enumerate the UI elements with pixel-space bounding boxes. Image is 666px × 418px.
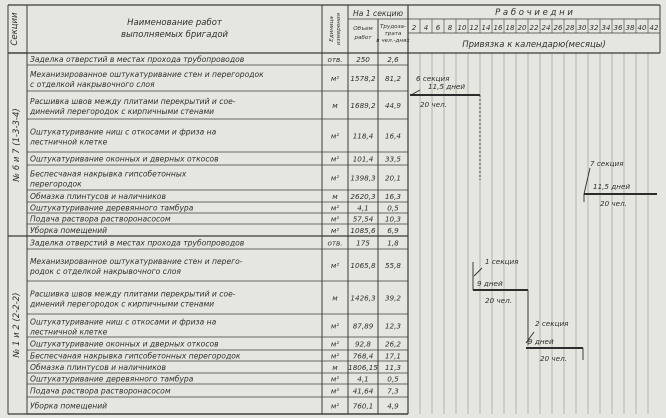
- labor-cell: 81,2: [384, 74, 402, 83]
- volume-cell: 92,8: [354, 339, 372, 349]
- day-number-24: 24: [541, 24, 551, 32]
- labor-cell: 55,8: [384, 261, 402, 270]
- volume-cell: 57,54: [352, 214, 374, 224]
- day-number-14: 14: [481, 24, 491, 32]
- section-group-label: № 1 и 2 (2-2-2): [12, 292, 22, 358]
- volume-cell: 4,1: [357, 374, 369, 384]
- unit-cell: м²: [330, 173, 340, 183]
- volume-column-header-line2: работ: [354, 35, 372, 41]
- volume-cell: 1426,3: [350, 293, 376, 303]
- volume-cell: 250: [356, 55, 370, 64]
- unit-cell: м: [332, 192, 338, 201]
- day-number-40: 40: [637, 24, 647, 32]
- labor-cell: 44,9: [384, 101, 402, 110]
- unit-column-header: Единица: [329, 16, 335, 42]
- labor-cell: 17,1: [384, 351, 402, 361]
- per-section-header: На 1 секцию: [353, 9, 403, 18]
- day-number-32: 32: [589, 24, 599, 32]
- volume-cell: 1806,15: [348, 363, 378, 372]
- unit-cell: м²: [330, 226, 340, 235]
- labor-cell: 16,3: [384, 192, 402, 201]
- day-number-34: 34: [601, 24, 611, 32]
- unit-cell: м²: [330, 339, 340, 349]
- labor-column-header-line3: в чел.-днях: [376, 38, 410, 44]
- work-name: Расшивка швов между плитами перекрытий и сое-: [30, 97, 236, 106]
- work-name: Оштукатуривание деревянного тамбура: [30, 203, 194, 213]
- work-name: Подача раствора растворонасосом: [30, 214, 171, 224]
- volume-cell: 1085,6: [350, 226, 376, 235]
- schedule-duration-label: 9 дней: [528, 337, 554, 346]
- day-number-4: 4: [423, 24, 429, 32]
- labor-cell: 0,5: [387, 203, 399, 213]
- labor-cell: 2,6: [387, 55, 399, 64]
- labor-cell: 33,5: [384, 154, 402, 164]
- day-number-8: 8: [447, 24, 453, 32]
- day-number-20: 20: [517, 24, 527, 32]
- labor-column-header: Трудоза-: [380, 24, 406, 30]
- work-name: Уборка помещений: [30, 226, 108, 235]
- volume-cell: 87,89: [352, 321, 374, 331]
- volume-cell: 101,4: [352, 154, 374, 164]
- unit-cell: м²: [330, 203, 340, 213]
- unit-cell: отв.: [327, 55, 343, 64]
- unit-cell: м³: [330, 386, 340, 396]
- unit-cell: м²: [330, 131, 340, 141]
- unit-cell: м: [332, 101, 338, 110]
- work-name-line2: динений перегородок с кирпичными стенами: [30, 299, 215, 309]
- work-name: Беспесчаная накрывка гипсобетонных перегородок: [30, 351, 241, 361]
- calendar-header: Привязка к календарю(месяцы): [462, 40, 606, 50]
- labor-cell: 12,3: [384, 321, 402, 331]
- schedule-duration-label: 11,5 дней: [593, 182, 631, 191]
- work-name: Оштукатуривание ниш с откосами и фриза на: [30, 317, 217, 327]
- work-name: Оштукатуривание деревянного тамбура: [30, 374, 194, 384]
- unit-cell: м²: [330, 154, 340, 164]
- work-name-line2: с отделкой накрывочного слоя: [30, 80, 155, 89]
- work-name: Оштукатуривание оконных и дверных откосов: [30, 154, 219, 164]
- day-number-26: 26: [553, 24, 563, 32]
- volume-cell: 760,1: [352, 401, 374, 411]
- unit-cell: м²: [330, 261, 340, 270]
- labor-cell: 39,2: [384, 293, 402, 303]
- unit-cell: м²: [330, 321, 340, 331]
- work-name: Подача раствора растворонасосом: [30, 386, 171, 396]
- unit-cell: м²: [330, 401, 340, 411]
- day-number-18: 18: [505, 24, 515, 32]
- work-name: Оштукатуривание оконных и дверных откосов: [30, 339, 219, 349]
- volume-cell: 1398,3: [350, 173, 376, 183]
- work-name-line2: динений перегородок с кирпичными стенами: [30, 107, 215, 116]
- day-number-12: 12: [469, 24, 479, 32]
- labor-column-header-line2: трата: [384, 31, 402, 37]
- workdays-header: Р а б о ч и е д н и: [495, 8, 573, 18]
- day-number-30: 30: [577, 24, 587, 32]
- day-number-6: 6: [435, 24, 441, 32]
- labor-cell: 1,8: [387, 238, 399, 248]
- labor-cell: 6,9: [387, 226, 399, 235]
- volume-cell: 2620,3: [350, 192, 376, 201]
- work-name: Беспесчаная накрывка гипсобетонных: [30, 169, 187, 179]
- schedule-section-label: 2 секция: [535, 319, 569, 328]
- schedule-crew-label: 20 чел.: [420, 100, 447, 109]
- labor-cell: 20,1: [384, 173, 402, 183]
- labor-cell: 0,5: [387, 374, 399, 384]
- labor-cell: 26,2: [384, 339, 402, 349]
- work-name-line2: лестничной клетке: [30, 137, 108, 147]
- work-name: Заделка отверстий в местах прохода трубопроводов: [30, 238, 245, 248]
- day-number-38: 38: [625, 24, 635, 32]
- name-column-header-line2: выполняемых бригадой: [120, 30, 229, 40]
- volume-cell: 118,4: [352, 131, 374, 141]
- schedule-crew-label: 20 чел.: [540, 354, 567, 363]
- day-number-10: 10: [457, 24, 467, 32]
- schedule-section-label: 1 секция: [485, 257, 519, 266]
- schedule-crew-label: 20 чел.: [600, 199, 627, 208]
- labor-cell: 10,3: [384, 214, 402, 224]
- day-number-36: 36: [613, 24, 623, 32]
- work-name: Оштукатуривание ниш с откосами и фриза на: [30, 127, 217, 137]
- day-number-22: 22: [529, 24, 539, 32]
- work-name-line2: родок с отделкой накрывочного слоя: [30, 267, 181, 276]
- volume-cell: 1065,8: [350, 261, 376, 270]
- work-name-line2: лестничной клетке: [30, 327, 108, 337]
- work-name: Механизированное оштукатуривание стен и перегородок: [30, 70, 264, 79]
- work-name: Заделка отверстий в местах прохода трубопроводов: [30, 55, 245, 64]
- work-name: Расшивка швов между плитами перекрытий и сое-: [30, 289, 236, 299]
- schedule-section-label: 6 секция: [416, 74, 450, 83]
- day-number-42: 42: [649, 24, 659, 32]
- schedule-crew-label: 20 чел.: [485, 296, 512, 305]
- section-column-header: Секции: [10, 12, 20, 46]
- volume-cell: 41,64: [352, 386, 374, 396]
- work-name: Обмазка плинтусов и наличников: [30, 192, 166, 201]
- volume-cell: 768,4: [352, 351, 374, 361]
- labor-cell: 7,3: [387, 386, 399, 396]
- labor-cell: 11,3: [384, 363, 402, 372]
- schedule-section-label: 7 секция: [590, 159, 624, 168]
- volume-cell: 1689,2: [350, 101, 376, 110]
- unit-cell: м: [332, 363, 338, 372]
- unit-cell: м²: [330, 351, 340, 361]
- volume-cell: 175: [356, 238, 370, 248]
- name-column-header: Наименование работ: [127, 18, 222, 28]
- unit-cell: м: [332, 293, 338, 303]
- volume-cell: 1578,2: [350, 74, 376, 83]
- unit-cell: м²: [330, 374, 340, 384]
- unit-cell: м³: [330, 214, 340, 224]
- labor-cell: 16,4: [384, 131, 402, 141]
- day-number-16: 16: [493, 24, 503, 32]
- work-name: Механизированное оштукатуривание стен и перего-: [30, 257, 243, 266]
- work-name-line2: перегородок: [30, 179, 82, 189]
- section-group-label: № 6 и 7 (1-3-3-4): [12, 108, 22, 182]
- day-number-2: 2: [411, 24, 417, 32]
- labor-cell: 4,9: [387, 401, 399, 411]
- unit-column-header-line2: измерения: [336, 13, 342, 45]
- unit-cell: м²: [330, 74, 340, 83]
- unit-cell: отв.: [327, 238, 343, 248]
- volume-cell: 4,1: [357, 203, 369, 213]
- day-number-28: 28: [565, 24, 575, 32]
- schedule-duration-label: 9 дней: [477, 279, 503, 288]
- work-name: Обмазка плинтусов и наличников: [30, 363, 166, 372]
- schedule-duration-label: 11,5 дней: [428, 82, 466, 91]
- work-name: Уборка помещений: [30, 401, 108, 411]
- volume-column-header: Объем: [353, 26, 373, 32]
